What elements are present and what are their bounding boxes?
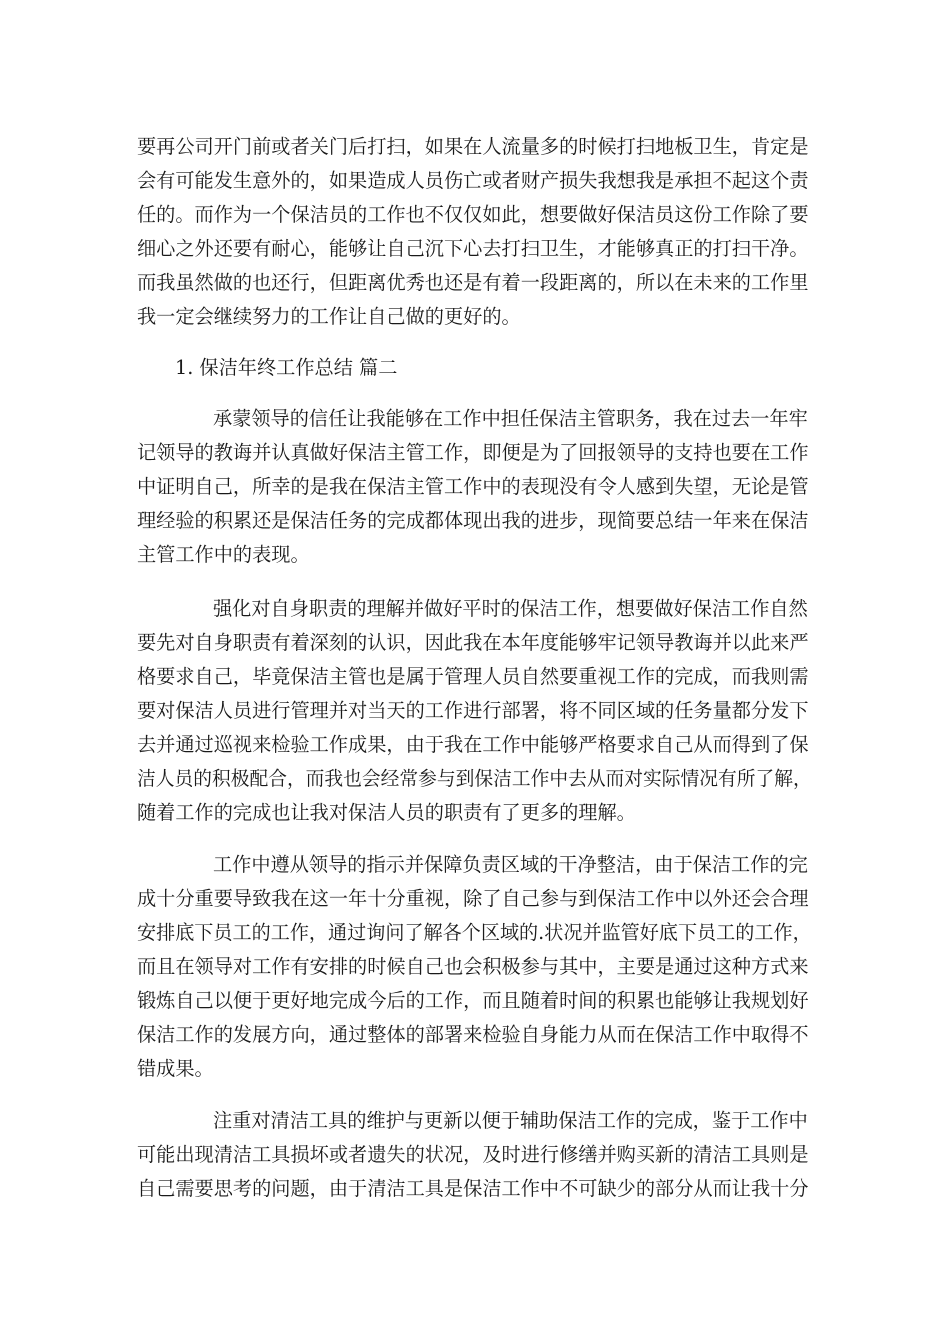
paragraph-2-line: 去并通过巡视来检验工作成果，由于我在工作中能够严格要求自己从而得到了保 bbox=[137, 733, 809, 756]
paragraph-2-line: 要先对自身职责有着深刻的认识，因此我在本年度能够牢记领导教诲并以此来严 bbox=[137, 631, 809, 654]
paragraph-4-line: 自己需要思考的问题，由于清洁工具是保洁工作中不可缺少的部分从而让我十分 bbox=[137, 1177, 809, 1200]
section-heading: 1. 保洁年终工作总结 篇二 bbox=[175, 356, 398, 379]
paragraph-3-line: 安排底下员工的工作，通过询问了解各个区域的.状况并监管好底下员工的工作， bbox=[137, 921, 812, 944]
paragraph-2-line: 要对保洁人员进行管理并对当天的工作进行部署，将不同区域的任务量都分发下 bbox=[137, 699, 809, 722]
paragraph-3-line: 工作中遵从领导的指示并保障负责区域的干净整洁，由于保洁工作的完 bbox=[213, 853, 808, 876]
paragraph-2-line: 格要求自己，毕竟保洁主管也是属于管理人员自然要重视工作的完成，而我则需 bbox=[137, 665, 809, 688]
intro-line: 会有可能发生意外的，如果造成人员伤亡或者财产损失我想我是承担不起这个责 bbox=[137, 169, 809, 192]
paragraph-1-line: 主管工作中的表现。 bbox=[137, 543, 310, 566]
paragraph-1-line: 承蒙领导的信任让我能够在工作中担任保洁主管职务，我在过去一年牢 bbox=[213, 407, 808, 430]
paragraph-1-line: 理经验的积累还是保洁任务的完成都体现出我的进步，现简要总结一年来在保洁 bbox=[137, 509, 809, 532]
intro-line: 要再公司开门前或者关门后打扫，如果在人流量多的时候打扫地板卫生，肯定是 bbox=[137, 135, 809, 158]
paragraph-3-line: 锻炼自己以便于更好地完成今后的工作，而且随着时间的积累也能够让我规划好 bbox=[137, 989, 809, 1012]
paragraph-3-line: 成十分重要导致我在这一年十分重视，除了自己参与到保洁工作中以外还会合理 bbox=[137, 887, 809, 910]
paragraph-2-line: 强化对自身职责的理解并做好平时的保洁工作，想要做好保洁工作自然 bbox=[213, 597, 808, 620]
paragraph-3-line: 保洁工作的发展方向，通过整体的部署来检验自身能力从而在保洁工作中取得不 bbox=[137, 1023, 809, 1046]
intro-line: 任的。而作为一个保洁员的工作也不仅仅如此，想要做好保洁员这份工作除了要 bbox=[137, 203, 809, 226]
paragraph-2-line: 洁人员的积极配合，而我也会经常参与到保洁工作中去从而对实际情况有所了解， bbox=[137, 767, 812, 790]
paragraph-1-line: 中证明自己，所幸的是我在保洁主管工作中的表现没有令人感到失望，无论是管 bbox=[137, 475, 809, 498]
intro-line: 细心之外还要有耐心，能够让自己沉下心去打扫卫生，才能够真正的打扫干净。 bbox=[137, 237, 809, 260]
intro-line: 我一定会继续努力的工作让自己做的更好的。 bbox=[137, 305, 521, 328]
paragraph-4-line: 可能出现清洁工具损坏或者遗失的状况，及时进行修缮并购买新的清洁工具则是 bbox=[137, 1143, 809, 1166]
paragraph-1-line: 记领导的教诲并认真做好保洁主管工作，即便是为了回报领导的支持也要在工作 bbox=[137, 441, 809, 464]
paragraph-4-line: 注重对清洁工具的维护与更新以便于辅助保洁工作的完成，鉴于工作中 bbox=[213, 1109, 808, 1132]
paragraph-3-line: 而且在领导对工作有安排的时候自己也会积极参与其中，主要是通过这种方式来 bbox=[137, 955, 809, 978]
paragraph-3-line: 错成果。 bbox=[137, 1057, 214, 1080]
intro-line: 而我虽然做的也还行，但距离优秀也还是有着一段距离的，所以在未来的工作里 bbox=[137, 271, 809, 294]
paragraph-2-line: 随着工作的完成也让我对保洁人员的职责有了更多的理解。 bbox=[137, 801, 636, 824]
